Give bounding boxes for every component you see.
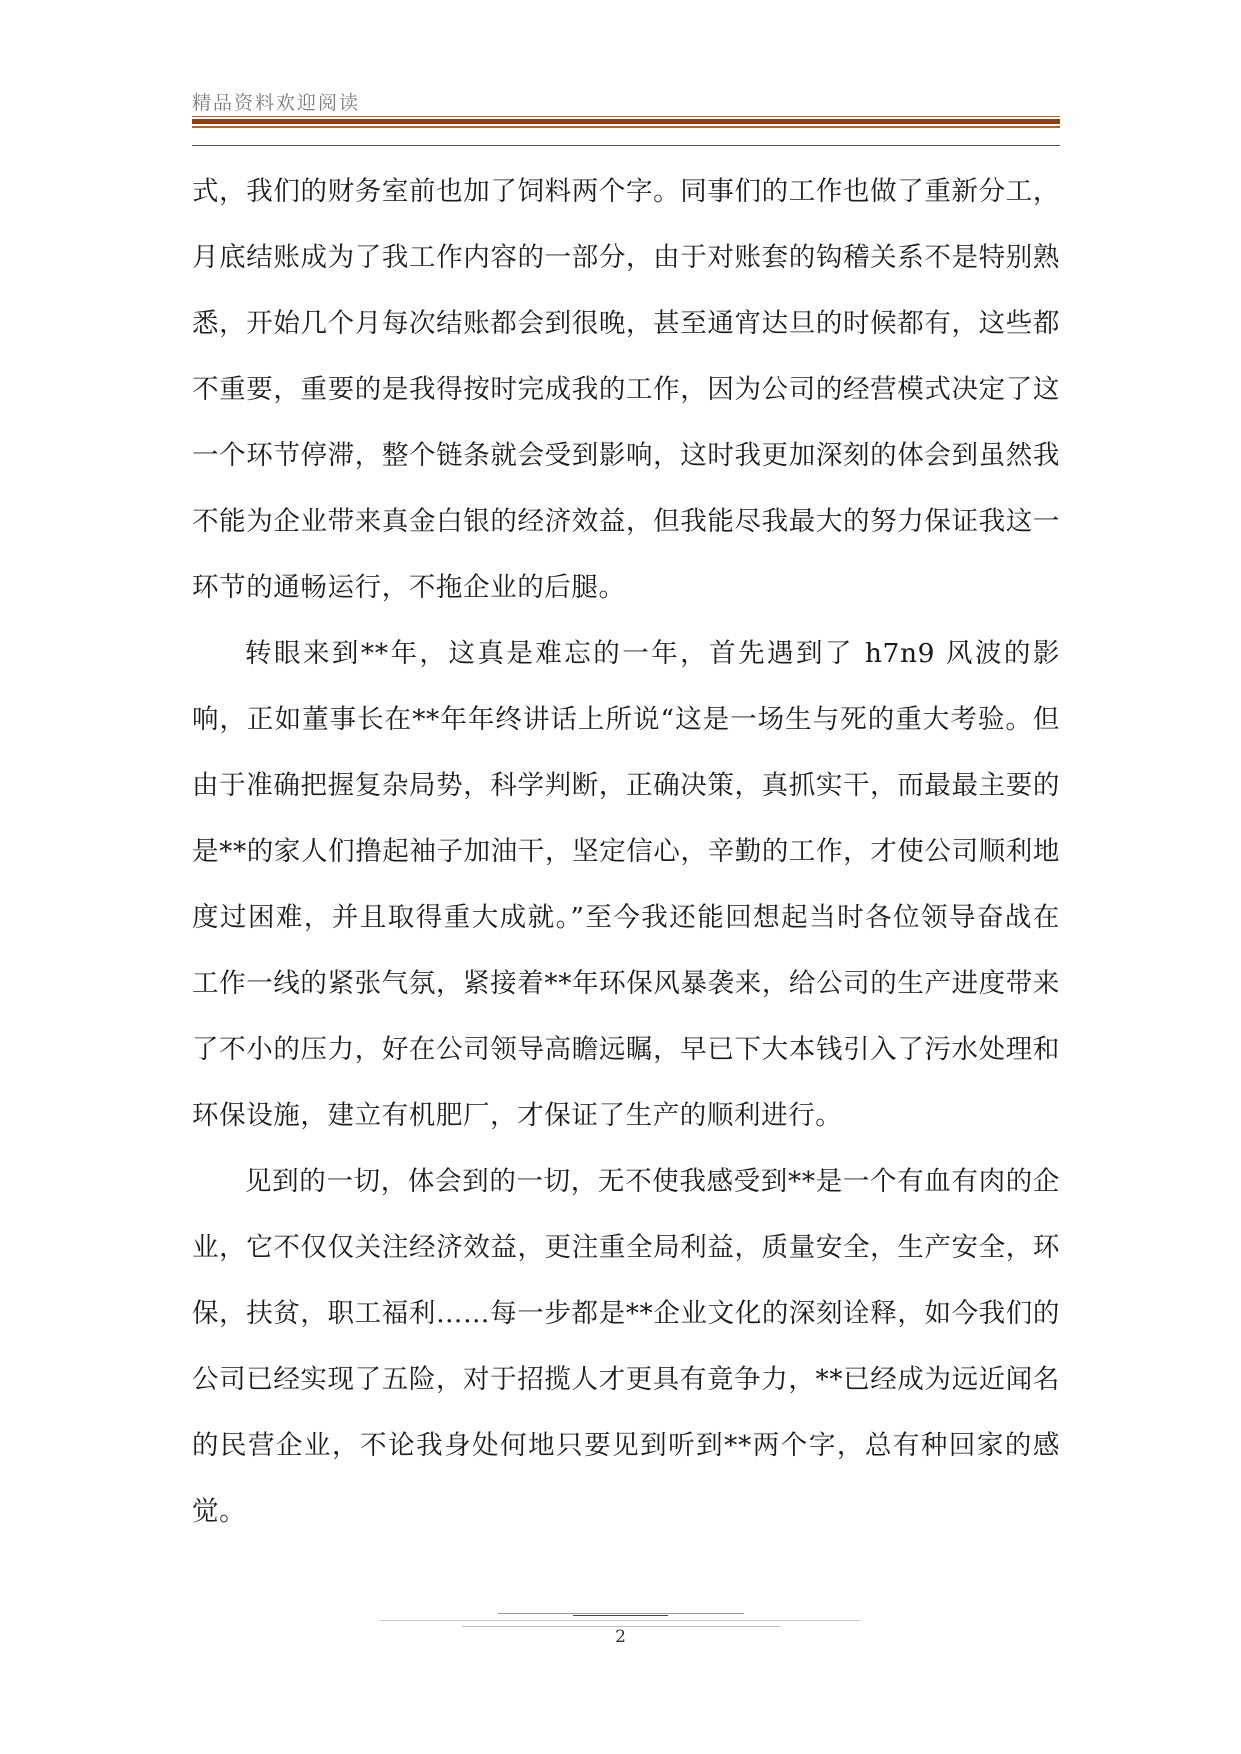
- footer-rule-top: [498, 1613, 744, 1614]
- footer-rule-wide: [380, 1620, 860, 1621]
- document-body: [192, 159, 1060, 1545]
- paragraph-1: 式，我们的财务室前也加了饲料两个字。同事们的工作也做了重新分工，月底结账成为了我工作内容的一部分，由于对账套的钩稽关系不是特别熟悉，开始几个月每次结账都会到很晚，甚至通宵达旦的时候都有，这些都不重要，重要的是我得按时完成我的工作，因为公司的经营模式决定了这一个环节停滞，整个链条就会受到影响，这时我更加深刻的体会到虽然我不能为企业带来真金白银的经济效益，但我能尽我最大的努力保证我这一环节的通畅运行，不拖企业的后腿。: [192, 176, 1060, 603]
- body-top-rule: [192, 145, 1060, 146]
- page-number: 2: [615, 1627, 626, 1647]
- paragraph-2: 转眼来到**年，这真是难忘的一年，首先遇到了 h7n9 风波的影响，正如董事长在**年年终讲话上所说“这是一场生与死的重大考验。但由于准确把握复杂局势，科学判断，正确决策，真抓实干，而最最主要的是**的家人们撸起袖子加油干，坚定信心，辛勤的工作，才使公司顺利地度过困难，并且取得重大成就。”至今我还能回想起当时各位领导奋战在工作一线的紧张气氛，紧接着**年环保风暴袭来，给公司的生产进度带来了不小的压力，好在公司领导高瞻远瞩，早已下大本钱引入了污水处理和环保设施，建立有机肥厂，才保证了生产的顺利进行。: [192, 638, 1060, 1131]
- paragraph-3: 见到的一切，体会到的一切，无不使我感受到**是一个有血有肉的企业，它不仅仅关注经济效益，更注重全局利益，质量安全，生产安全，环保，扶贫，职工福利……每一步都是**企业文化的深刻诠释，如今我们的公司已经实现了五险，对于招揽人才更具有竟争力，**已经成为远近闻名的民营企业，不论我身处何地只要见到听到**两个字，总有种回家的感觉。: [192, 1166, 1060, 1527]
- header-title: 精品资料欢迎阅读: [192, 92, 361, 114]
- footer-rule-short: [573, 1615, 668, 1616]
- header-rule-thin-top: [192, 116, 1060, 117]
- header-rule-thick: [192, 119, 1060, 124]
- header-rule-thin-bottom: [192, 126, 1060, 128]
